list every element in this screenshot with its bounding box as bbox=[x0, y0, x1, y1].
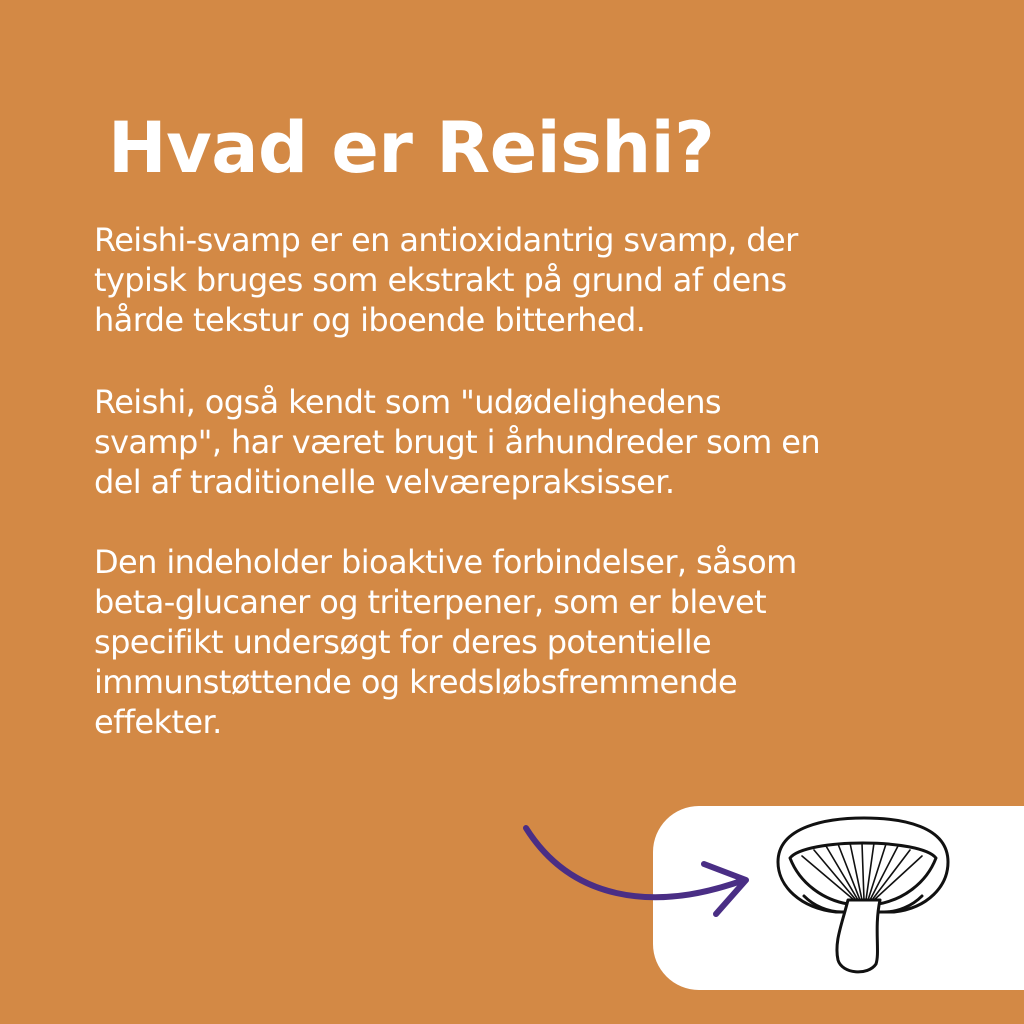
paragraph-line: hårde tekstur og iboende bitterhed. bbox=[94, 301, 646, 339]
curved-arrow-icon bbox=[500, 810, 780, 940]
paragraph-line: effekter. bbox=[94, 703, 222, 741]
paragraph-line: immunstøttende og kredsløbsfremmende bbox=[94, 663, 738, 701]
paragraph-line: svamp", har været brugt i århundreder som en bbox=[94, 423, 821, 461]
paragraph-line: del af traditionelle velværepraksisser. bbox=[94, 463, 675, 501]
paragraph-line: Reishi, også kendt som "udødelighedens bbox=[94, 383, 721, 421]
paragraph-line: typisk bruges som ekstrakt på grund af dens bbox=[94, 261, 787, 299]
paragraph-line: beta-glucaner og triterpener, som er blevet bbox=[94, 583, 767, 621]
paragraph-intro bbox=[94, 220, 954, 340]
paragraph-line: Reishi-svamp er en antioxidantrig svamp, der bbox=[94, 221, 798, 259]
paragraph-history bbox=[94, 382, 954, 502]
paragraph-compounds bbox=[94, 542, 954, 742]
mushroom-icon bbox=[770, 812, 956, 982]
paragraph-line: Den indeholder bioaktive forbindelser, såsom bbox=[94, 543, 797, 581]
paragraph-line: specifikt undersøgt for deres potentielle bbox=[94, 623, 712, 661]
page-title: Hvad er Reishi? bbox=[108, 107, 715, 189]
